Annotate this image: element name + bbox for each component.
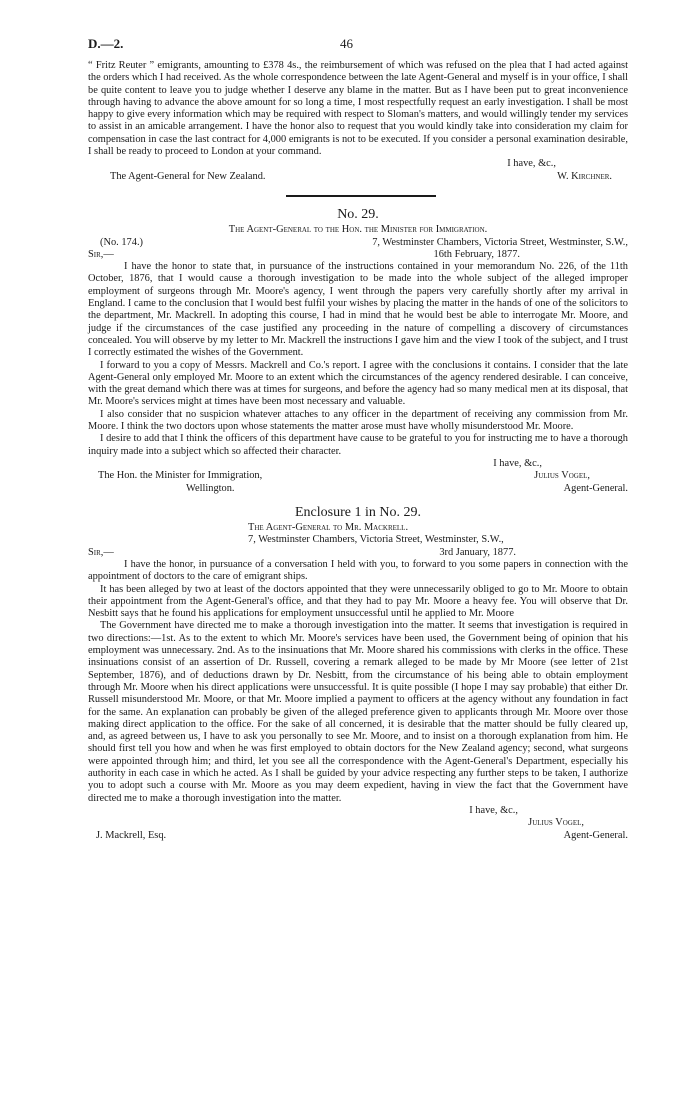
paragraph: I have the honor, in pursuance of a conversation I held with you, to forward to you some papers in connection with the appointment of doctors to the care of emigrant ships. [88,558,628,583]
document-reference: D.—2. [88,36,124,51]
signature: W. Kirchner. [557,170,612,182]
address-row [88,237,628,249]
letter-date: 16th February, 1877. [433,248,520,260]
salutation-row [88,547,628,559]
signature-name: Julius Vogel, [534,470,590,482]
enclosure-subtitle: The Agent-General to Mr. Mackrell. [248,522,409,534]
paragraph: I desire to add that I think the officers of this department have cause to be grateful to you for instructing me to have a thorough inquiry made into a subject which so affected their character. [88,433,628,457]
addressee: The Hon. the Minister for Immigration, [98,470,263,482]
document-no-29 [88,206,628,495]
letter-kirchner [88,60,628,183]
signature-row [88,171,628,183]
letter-body: “ Fritz Reuter ” emigrants, amounting to £378 4s., the reimbursement of which was refused on the plea that I had acted against the orders which I had received. As the whole correspondence between the late Agent-General and myself is in your office, I shall be quite content to leave you to judge whether I deserve any blame in the matter. But as I have been put to great inconvenience through having to advance the above amount for so long a time, I most respectfully request an early investigation. I shall be most happy to give every information which may be required with respect to Sloman's matters, and would willingly tender my services to assist in an amicable arrangement. I have the honor also to request that you would kindly take into consideration my claim for compensation in case the last contract for 4,000 emigrants is not to be executed. If you consider a personal examination desirable, I shall be ready to proceed to London at your command. [88,60,628,158]
letter-date: 3rd January, 1877. [439,546,516,558]
signature-title: Agent-General. [563,829,628,841]
signature-title: Agent-General. [563,482,628,494]
sender-address: 7, Westminster Chambers, Victoria Street, Westminster, S.W., [248,534,504,546]
closing: I have, &c., [469,804,518,816]
salutation-row [88,249,628,261]
paragraph: The Government have directed me to make a thorough investigation into the matter. It seems that investigation is required in two directions:—1st. As to the extent to which Mr. Moore's services have been used, the Government being of opinion that his employment was unnecessary. 2nd. As to the insinuations that Mr. Moore shared his commissions with clerks in the office. These insinuations consist of an assertion of Dr. Russell, covering a remark alleged to be made by Mr Moore (see letter of 21st September, 1876), and of deductions drawn by Dr. Nesbitt, from the circumstance of his being able to obtain employment through Mr. Moore when his direct applications were unsuccessful. It is quite possible (I hope I may say probable) that either Dr. Russell misunderstood Mr. Moore, or that Mr. Moore implied a payment to officers at the agency without any foundation in fact for the same. An explanation can probably be given of the alleged preference given to applicants through Mr. Moore over those making direct application to the office. For the sake of all concerned, it is desirable that the matter should be fully cleared up, and, as agreed between us, I have to ask you personally to see Mr. Moore, and to insist on a thorough explanation from him. He should first tell you how and when he was first employed to obtain doctors for the New Zealand agency; second, what surgeons were appointed through him; and third, let you see all the correspondence with the Agent-General's Department, especially his authority in each case in which he acted. As I shall be guided by your advice respecting any further steps to be taken, I authorize you to adopt such a course with Mr. Moore as you may deem expedient, having in view the fact that the Government have directed me to make a thorough investigation into the matter. [88,620,628,804]
page-number: 46 [340,36,353,51]
addressee: J. Mackrell, Esq. [96,829,167,841]
section-divider [286,195,436,197]
enclosure-1 [88,504,628,842]
section-subtitle: The Agent-General to the Hon. the Minister for Immigration. [228,224,488,236]
signature-name: Julius Vogel, [528,817,584,829]
salutation: Sir,— [88,546,114,558]
reference-number: (No. 174.) [100,236,143,248]
closing: I have, &c., [493,457,542,469]
salutation: Sir,— [88,248,114,260]
paragraph: It has been alleged by two at least of the doctors appointed that they were unnecessarily obliged to go to Mr. Moore to obtain their appointment from the Agent-General's office, and that they had to pay Mr. Moore a heavy fee. You will observe that Dr. Nesbitt says that he found his applications for employment unsuccessful until he applied to Mr. Moore [88,583,628,620]
enclosure-title: Enclosure 1 in No. 29. [295,504,421,520]
signature-row-2 [88,483,628,495]
paragraph: I forward to you a copy of Messrs. Mackrell and Co.'s report. I agree with the conclusions it contains. I consider that the late Agent-General only employed Mr. Moore to an extent which the circumstances of the agency rendered desirable. I can conceive, with the great demand which there was at times for surgeons, and before the agency had so many medical men at its disposal, that Mr. Moore's services might at times have been most necessary and valuable. [88,359,628,408]
sender-address: 7, Westminster Chambers, Victoria Street, Westminster, S.W., [372,236,628,248]
paragraph: I also consider that no suspicion whatever attaches to any officer in the department of receiving any commission from Mr. Moore. I think the two doctors upon whose statements the matter arose must have wholly misunderstood Mr. Moore. [88,408,628,433]
addressee: The Agent-General for New Zealand. [110,170,266,182]
closing: I have, &c., [507,158,556,170]
document-page [88,38,628,842]
signature-row [88,830,628,842]
page-header [88,38,628,60]
section-title: No. 29. [337,206,379,222]
addressee-city: Wellington. [186,482,235,494]
paragraph: I have the honor to state that, in pursuance of the instructions contained in your memorandum No. 226, of the 11th October, 1876, that I would cause a thorough investigation to be made into the whole subject of the alleged improper employment of surgeons through Mr. Moore's agency, I went through the papers very carefully shortly after my arrival in England. I came to the conclusion that I would best fulfil your wishes by placing the matter in the hands of one of the solicitors to the department, Mr. Mackrell. In adopting this course, I had in mind that he would best be able to interrogate Mr. Moore, and judge if the circumstances of the case justified any proceeding in the nature of compelling a discovery of circumstances concealed. You will observe by my letter to Mr. Mackrell the instructions I gave him and the view I took of the subject, and I trust I correctly estimated the wishes of the Government. [88,261,628,359]
signature-row [88,470,628,482]
